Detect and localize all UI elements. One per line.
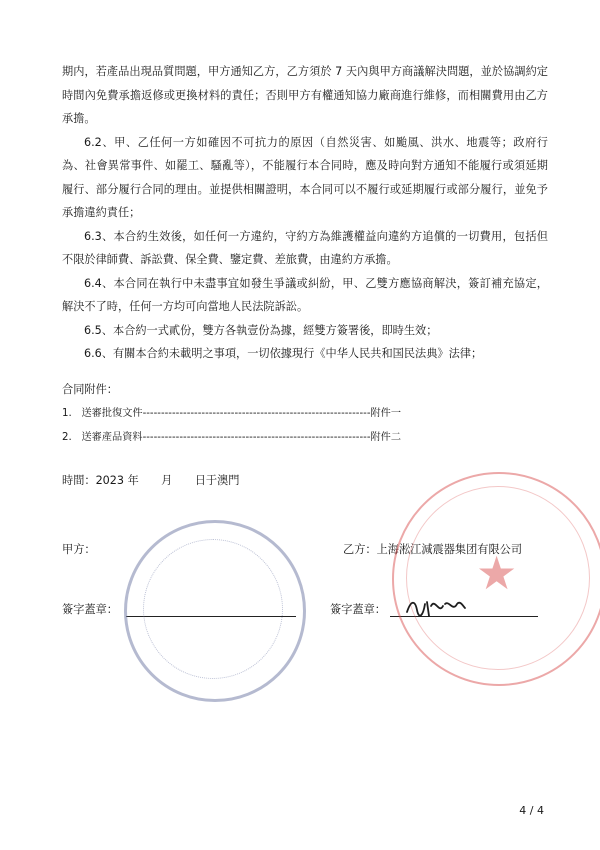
attachment-row-1 bbox=[62, 404, 401, 419]
clause-6-5: 6.5、本合約一式貳份，雙方各執壹份為據，經雙方簽署後，即時生效； bbox=[84, 323, 438, 337]
clause-6-4: 6.4、本合同在執行中未盡事宜如發生爭議或糾紛，甲、乙雙方應協商解決，簽訂補充協定，解決不了時，任何一方均可向當地人民法院訴訟。 bbox=[62, 276, 548, 313]
attachment-number: 1. bbox=[62, 408, 72, 419]
party-b-name: 上海淞江減震器集团有限公司 bbox=[376, 543, 523, 556]
clause-6-2: 6.2、甲、乙任何一方如確因不可抗力的原因（自然災害、如颱風、洪水、地震等；政府行為、社會異常事件、如罷工、騷亂等），不能履行本合同時，應及時向對方通知不能履行或須延期履行、部分履行合同的理由。並提供相關證明，本合同可以不履行或延期履行或部分履行，並免予承擔違約責任； bbox=[62, 135, 548, 219]
attachment-label: 附件一 bbox=[370, 408, 402, 419]
party-a-seal-stamp bbox=[124, 520, 306, 702]
attachment-row-2 bbox=[62, 428, 401, 443]
attachment-title: 送審產品資料 bbox=[81, 432, 143, 443]
clause-6-6: 6.6、有關本合約未載明之事項，一切依據現行《中华人民共和国民法典》法律； bbox=[84, 347, 483, 360]
party-b-sign-label: 簽字蓋章： bbox=[330, 603, 386, 616]
attachment-leader: -------------------------------------------------------------- bbox=[142, 408, 371, 419]
contract-clauses bbox=[62, 60, 548, 366]
page-number: 4 / 4 bbox=[519, 804, 544, 817]
attachment-number: 2. bbox=[62, 432, 72, 443]
attachment-label: 附件二 bbox=[370, 432, 402, 443]
party-b-seal-stamp bbox=[392, 472, 600, 686]
clause-continuation: 期内，若產品出現品質問題，甲方通知乙方，乙方須於 7 天內與甲方商議解決問題，並於協調約定時間內免費承擔返修或更換材料的責任；否則甲方有權通知協力廠商進行維修，而相關費用由乙方承擔。 bbox=[62, 65, 548, 125]
seal-star-icon: ★ bbox=[476, 546, 518, 600]
attachments-heading: 合同附件： bbox=[62, 383, 118, 396]
date-line: 時間：2023 年 月 日于澳門 bbox=[62, 474, 240, 487]
seal-inner-ring bbox=[143, 539, 283, 679]
party-a-label: 甲方： bbox=[62, 543, 96, 556]
party-b-label: 乙方： bbox=[343, 543, 377, 556]
attachment-title: 送審批復文件 bbox=[81, 408, 143, 419]
clause-6-3: 6.3、本合約生效後，如任何一方違約，守約方為維護權益向違約方追償的一切費用，包括但不限於律師費、訴訟費、保全費、鑒定費、差旅費，由違約方承擔。 bbox=[62, 229, 548, 266]
party-a-sign-label: 簽字蓋章： bbox=[62, 603, 118, 616]
handwritten-signature bbox=[405, 594, 467, 620]
attachment-leader: -------------------------------------------------------------- bbox=[142, 432, 371, 443]
